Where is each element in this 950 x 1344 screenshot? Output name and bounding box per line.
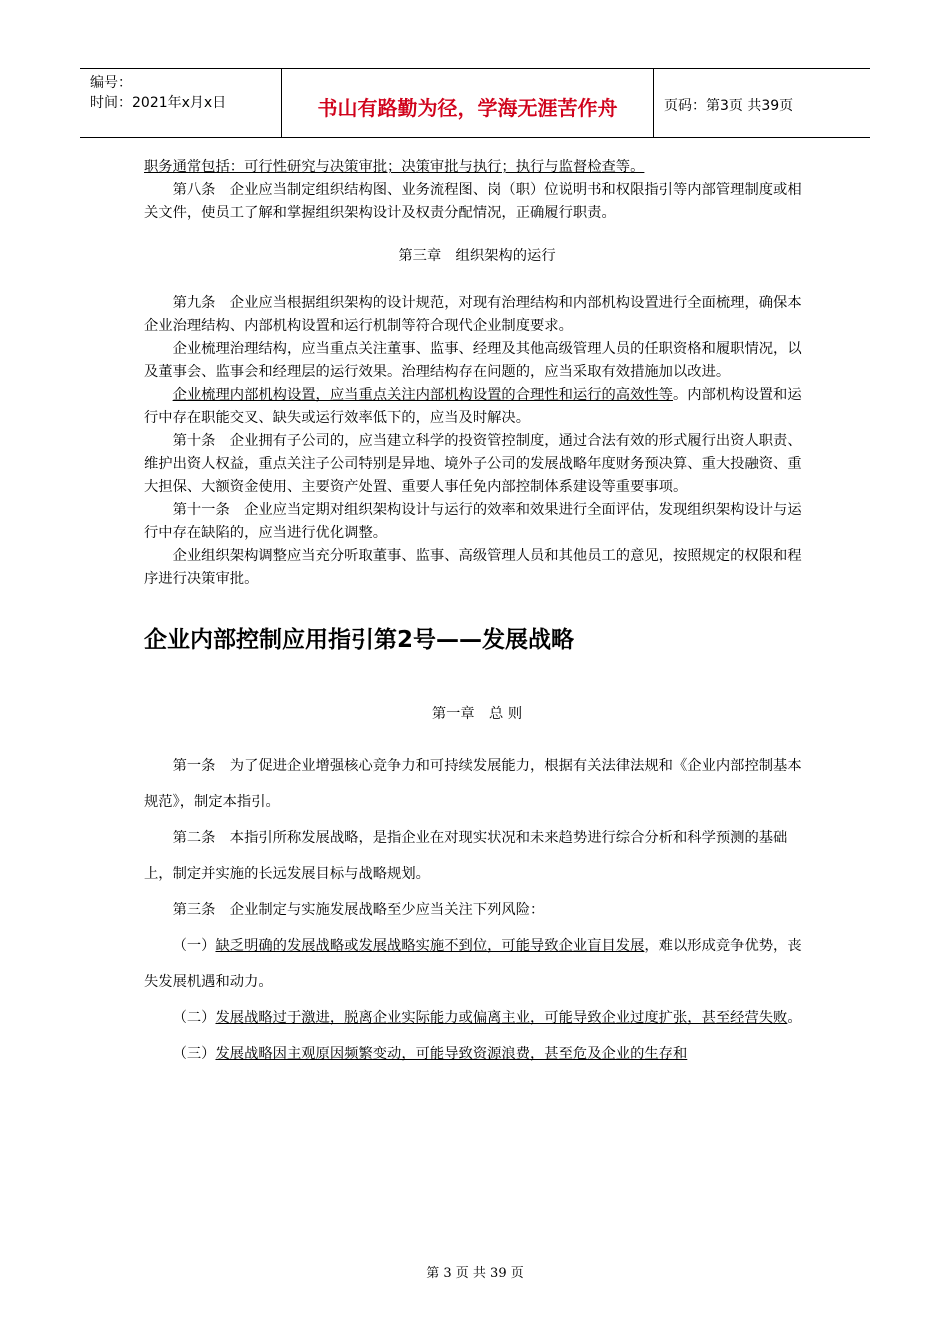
paragraph: 企业梳理治理结构，应当重点关注董事、监事、经理及其他高级管理人员的任职资格和履职情况，以及董事会、监事会和经理层的运行效果。治理结构存在问题的，应当采取有效措施加以改进。 [144,341,802,380]
paragraph: 职务通常包括：可行性研究与决策审批；决策审批与执行；执行与监督检查等。 [144,159,645,175]
underlined-text: 企业梳理内部机构设置，应当重点关注内部机构设置的合理性和运行的高效性等 [172,387,673,403]
paragraph: 第一条 为了促进企业增强核心竞争力和可持续发展能力，根据有关法律法规和《企业内部控制基本规范》，制定本指引。 [144,758,802,810]
chapter-heading: 第一章 总 则 [431,706,523,722]
paragraph: 企业组织架构调整应当充分听取董事、监事、高级管理人员和其他员工的意见，按照规定的权限和程序进行决策审批。 [144,548,802,587]
paragraph: 第八条 企业应当制定组织结构图、业务流程图、岗（职）位说明书和权限指引等内部管理制度或相关文件，使员工了解和掌握组织架构设计及权责分配情况，正确履行职责。 [144,182,802,221]
paragraph: 第九条 企业应当根据组织架构的设计规范，对现有治理结构和内部机构设置进行全面梳理，确保本企业治理结构、内部机构设置和运行机制等符合现代企业制度要求。 [144,295,802,334]
page-footer: 第 3 页 共 39 页 [426,1266,524,1281]
paragraph: 第十条 企业拥有子公司的，应当建立科学的投资管控制度，通过合法有效的形式履行出资人职责、维护出资人权益，重点关注子公司特别是异地、境外子公司的发展战略年度财务预决算、重大投融资、重大担保、大额资金使用、主要资产处置、重要人事任免内部控制体系建设等重要事项。 [144,433,802,495]
text: 。内部机构设置和运行中存在职能交叉、缺失或运行效率低下的，应当及时解决。 [144,387,802,426]
paragraph [144,384,810,430]
paragraph: （三）发展战略因主观原因频繁变动，可能导致资源浪费，甚至危及企业的生存和 [172,1046,688,1062]
article-list [144,748,810,1072]
paragraph: 第三条 企业制定与实施发展战略至少应当关注下列风险： [172,902,545,918]
chapter-heading: 第三章 组织架构的运行 [398,248,556,264]
header-page: 页码：第3页 共39页 [664,98,794,114]
document-body [144,156,810,1072]
paragraph: 第十一条 企业应当定期对组织架构设计与运行的效率和效果进行全面评估，发现组织架构设计与运行中存在缺陷的，应当进行优化调整。 [144,502,802,541]
header-number: 编号： [90,75,132,91]
underlined-text: 发展战略因主观原因频繁变动，可能导致资源浪费，甚至危及企业的生存和 [215,1046,688,1062]
header-info [80,69,282,137]
paragraph: （二）发展战略过于激进，脱离企业实际能力或偏离主业，可能导致企业过度扩张，甚至经营失败。 [172,1010,802,1026]
underlined-text: 发展战略过于激进，脱离企业实际能力或偏离主业，可能导致企业过度扩张，甚至经营失败 [215,1010,788,1026]
underlined-text: 缺乏明确的发展战略或发展战略实施不到位，可能导致企业盲目发展 [215,938,645,954]
header-motto: 书山有路勤为径，学海无涯苦作舟 [282,69,654,137]
paragraph: （一）缺乏明确的发展战略或发展战略实施不到位，可能导致企业盲目发展，难以形成竞争优势，丧失发展机遇和动力。 [144,938,802,990]
section-title: 企业内部控制应用指引第2号——发展战略 [144,627,575,653]
paragraph: 第二条 本指引所称发展战略，是指企业在对现实状况和未来趋势进行综合分析和科学预测的基础上，制定并实施的长远发展目标与战略规划。 [144,830,788,882]
header-time: 时间：2021年x月x日 [90,95,227,111]
header-table [80,68,870,138]
